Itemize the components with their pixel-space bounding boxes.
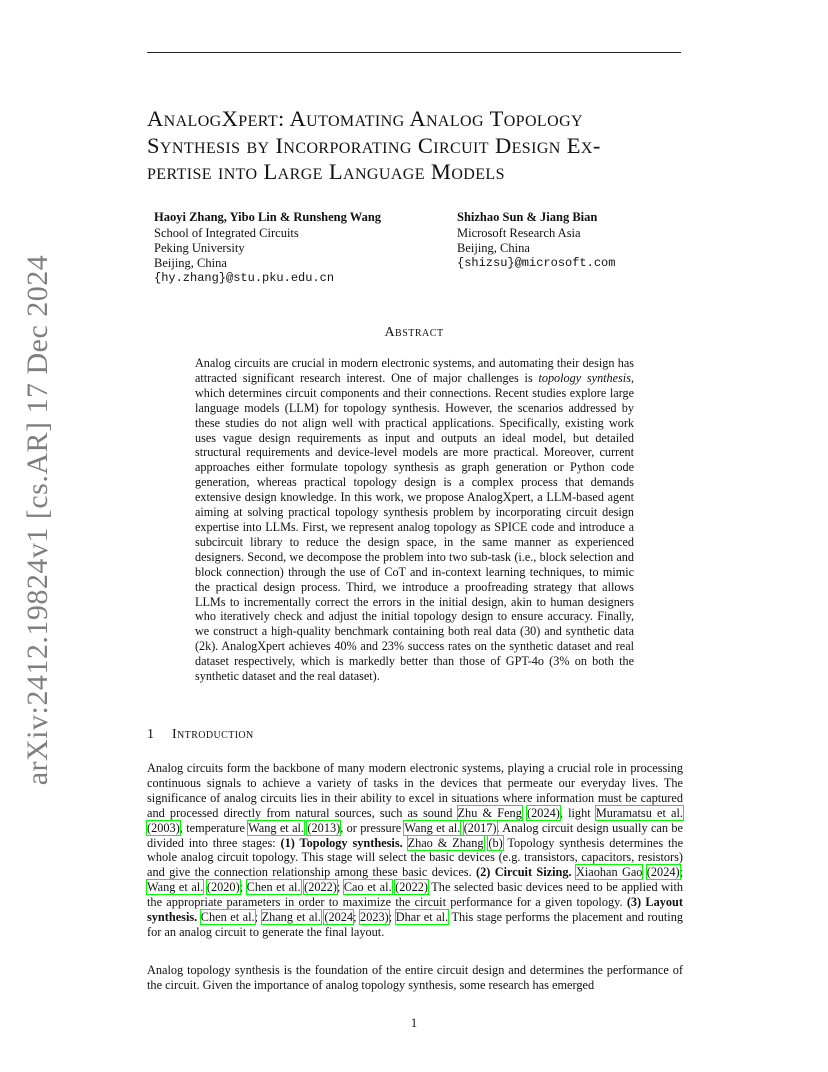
top-rule — [147, 52, 681, 53]
citation-link[interactable]: Wang et al. — [404, 820, 461, 835]
citation-link[interactable]: Xiaohan Gao — [575, 865, 643, 880]
abstract-emphasis: topology synthesis — [538, 370, 631, 385]
author-block-msra — [457, 210, 615, 271]
citation-link[interactable]: Wang et al. — [147, 880, 204, 895]
citation-link[interactable]: Cao et al. — [343, 880, 392, 895]
citation-link[interactable]: (2024 — [324, 910, 354, 925]
author-names: Haoyi Zhang, Yibo Lin & Runsheng Wang — [154, 210, 382, 224]
citation-link[interactable]: Zhao & Zhang — [407, 835, 484, 850]
citation-link[interactable]: 2023) — [360, 910, 389, 925]
citation-link[interactable]: Zhu & Feng — [457, 805, 522, 820]
title-line-1: AnalogXpert: Automating Analog Topology — [147, 106, 583, 131]
citation-link[interactable]: Chen et al. — [246, 880, 301, 895]
author-location: Beijing, China — [457, 241, 530, 255]
title-line-2: Synthesis by Incorporating Circuit Design Ex- — [147, 132, 601, 158]
citation-link[interactable]: Chen et al. — [200, 910, 255, 925]
stage-label: (2) Circuit Sizing. — [476, 865, 572, 880]
arxiv-stamp: arXiv:2412.19824v1 [cs.AR] 17 Dec 2024 — [21, 254, 54, 786]
citation-link[interactable]: (2022) — [304, 880, 337, 895]
citation-link[interactable]: Wang et al. — [248, 820, 305, 835]
author-email[interactable]: {shizsu}@microsoft.com — [457, 256, 616, 270]
citation-link[interactable]: (b) — [488, 835, 503, 850]
author-location: Beijing, China — [154, 256, 227, 270]
citation-link[interactable]: (2024) — [527, 805, 560, 820]
paper-title — [147, 106, 687, 186]
citation-link[interactable]: (2020) — [206, 880, 240, 895]
citation-link[interactable]: (2022) — [395, 880, 428, 895]
citation-link[interactable]: Dhar et al. — [395, 910, 449, 925]
abstract-text: Analog circuits are crucial in modern electronic systems, and automating their design has attracted significant research interest. One of major challenges is topology synthesis, which determines circuit components and their connections. Recent studies explore large language models (LLM) for topology synthesis. However, the scenarios addressed by these studies do not align well with practical applications. Specifically, existing work uses vague design requirements as input and outputs an ideal model, but detailed structural requirements and device-level models are more practical. Moreover, current approaches either formulate topology synthesis as graph generation or Python code generation, whereas practical topology design is a complex process that demands extensive design knowledge. In this work, we propose AnalogXpert, a LLM-based agent aiming at solving practical topology synthesis problem by incorporating circuit design expertise into LLMs. First, we represent analog topology as SPICE code and introduce a subcircuit library to reduce the design space, in the same manner as experienced designers. Second, we decompose the problem into two sub-task (i.e., block selection and block connection) through the use of CoT and in-context learning techniques, to mimic the practical design process. Third, we introduce a proofreading strategy that allows LLMs to incrementally correct the errors in the initial design, akin to human designers who iteratively check and adjust the initial topology design to ensure accuracy. Finally, we construct a high-quality benchmark containing both real data (30) and synthetic data (2k). AnalogXpert achieves 40% and 23% success rates on the synthetic dataset and real dataset respectively, which is markedly better than those of GPT-4o (3% on both the synthetic dataset and the real dataset). — [195, 356, 634, 684]
citation-link[interactable]: (2017) — [463, 820, 497, 835]
abstract-heading: Abstract — [384, 325, 444, 340]
author-names: Shizhao Sun & Jiang Bian — [457, 210, 598, 224]
page-number: 1 — [410, 1016, 418, 1030]
citation-link[interactable]: Zhang et al. — [261, 910, 321, 925]
section-heading-introduction — [147, 727, 254, 743]
stage-label: (3) Layout synthesis. — [147, 895, 683, 925]
author-email[interactable]: {hy.zhang}@stu.pku.edu.cn — [154, 271, 335, 285]
citation-link[interactable]: (2013) — [307, 820, 341, 835]
intro-paragraph-2: Analog topology synthesis is the foundation of the entire circuit design and determines the performance of the circuit. Given the importance of analog topology synthesis, some research has emerged — [147, 963, 683, 992]
author-affiliation: School of Integrated Circuits — [154, 226, 299, 240]
section-number: 1 — [147, 727, 155, 742]
author-affiliation: Microsoft Research Asia — [457, 226, 581, 240]
author-affiliation: Peking University — [154, 241, 245, 255]
stage-label: (1) Topology synthesis. — [280, 835, 403, 850]
section-title: Introduction — [172, 727, 254, 742]
title-line-3: pertise into Large Language Models — [147, 159, 505, 184]
intro-paragraph-1: Analog circuits form the backbone of many modern electronic systems, playing a crucial role in processing continuous signals to achieve a variety of tasks in the devices that permeate our everyday lives. The significance of analog circuits lies in their ability to excel in situations where information must be captured and processed directly from natural sources, such as sound Zhu & Feng (2024), light Muramatsu et al. (2003), temperature Wang et al. (2013), or pressure Wang et al. (2017). Analog circuit design usually can be divided into three stages: (1) Topology synthesis. Zhao & Zhang (b) Topology synthesis determines the whole analog circuit topology. This stage will select the basic devices (e.g. transistors, capacitors, resistors) and give the connection relationship among these basic devices. (2) Circuit Sizing. Xiaohan Gao (2024); Wang et al. (2020); Chen et al. (2022); Cao et al. (2022) The selected basic devices need to be applied with the appropriate parameters in order to maximize the circuit performance for a given topology. (3) Layout synthesis. Chen et al.; Zhang et al. (2024; 2023); Dhar et al. This stage performs the placement and routing for an analog circuit to generate the final layout. — [147, 761, 684, 939]
citation-link[interactable]: Muramatsu et al. — [595, 805, 684, 820]
citation-link[interactable]: (2024) — [646, 865, 680, 880]
author-block-pku — [154, 210, 381, 286]
citation-link[interactable]: (2003) — [147, 820, 180, 835]
